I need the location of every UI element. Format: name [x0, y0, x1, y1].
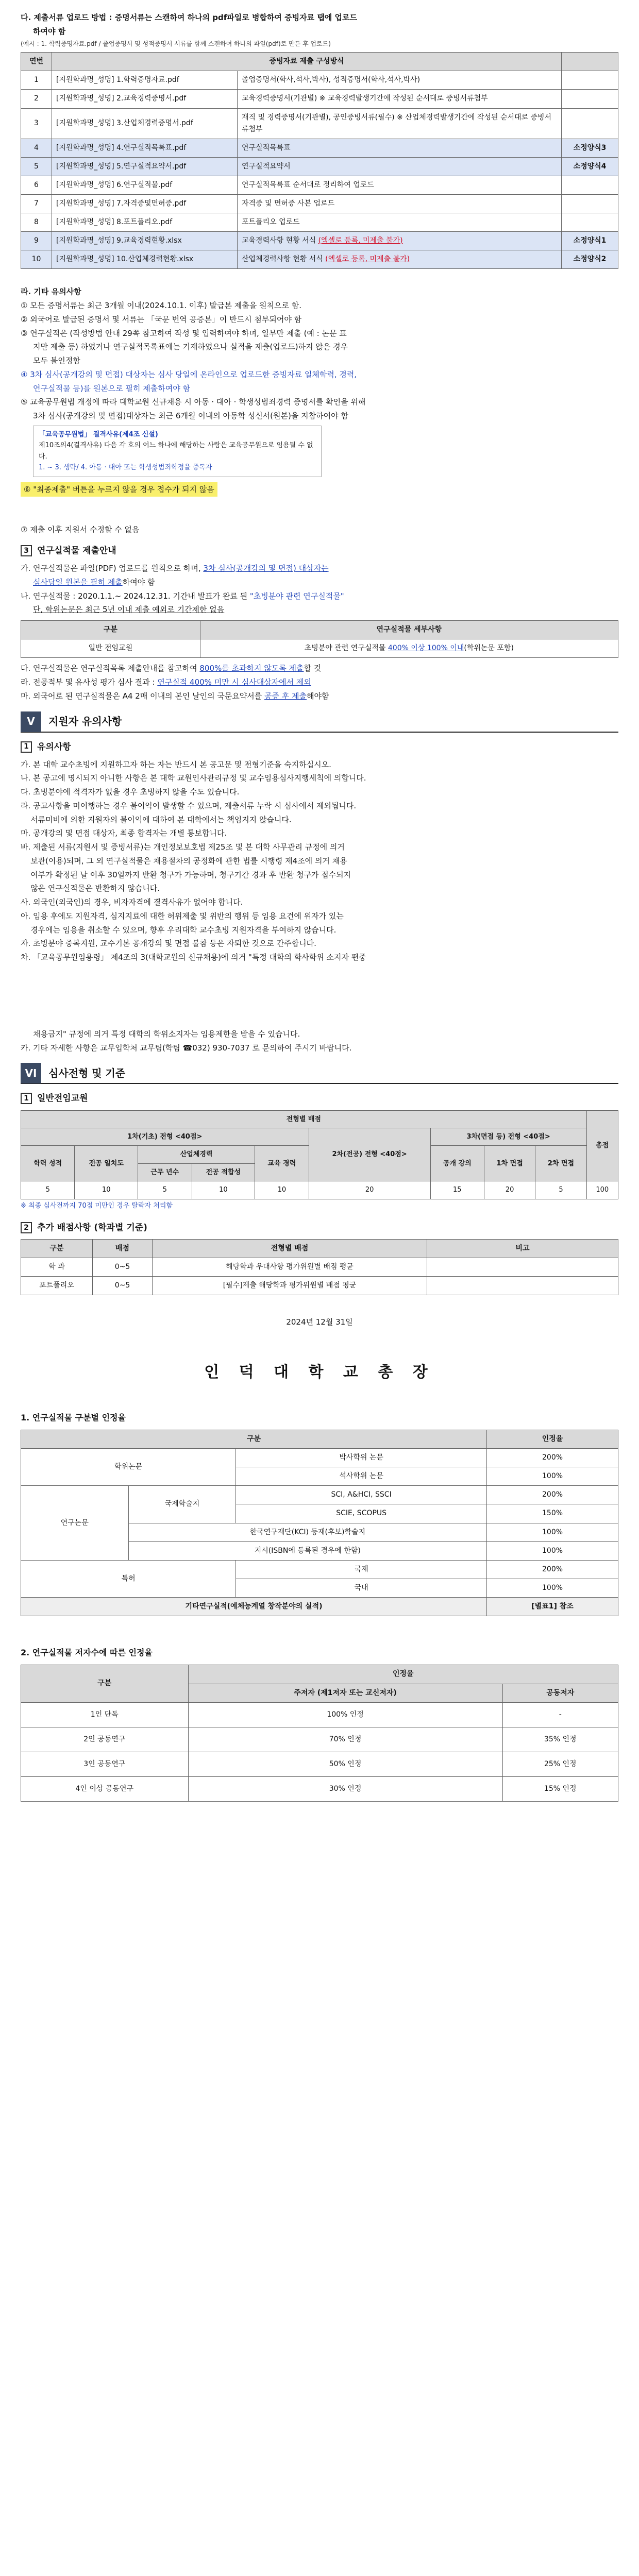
score-value: 10: [192, 1181, 255, 1199]
caution-contact: 카. 기타 자세한 사항은 교무입학처 교무팀(학팀 ☎032) 930-7037 로 문의하여 주시기 바랍니다.: [21, 1043, 352, 1053]
upload-example: (예시 : 1. 학력증명자료.pdf / 졸업증명서 및 성적증명서 서류를 함께 스캔하여 하나의 파일(pdf)로 만든 후 업로드): [21, 40, 331, 47]
score-note: ※ 최종 심사전까지 70점 미만인 경우 탈락자 처리함: [21, 1201, 173, 1210]
author-rate-row: 2인 공동연구 70% 인정 35% 인정: [21, 1727, 618, 1752]
other-note-item: ① 모든 증명서류는 최근 3개월 이내(2024.10.1. 이후) 발급본 제출을 원칙으로 함.: [21, 301, 301, 311]
upload-title-cont: 하여야 함: [33, 26, 66, 36]
extra-score-row: 포트폴리오 0~5 [필수]제출 해당학과 평가위원별 배점 평균: [21, 1277, 618, 1295]
caution-item: 서류미비에 의한 지원자의 불이익에 대하여 본 대학에서는 책임지지 않습니다.: [21, 815, 292, 824]
extra-score-row: 학 과 0~5 해당학과 우대사항 평가위원별 배점 평균: [21, 1258, 618, 1277]
upload-doc-row: 2 [지원학과명_성명] 2.교육경력증명서.pdf 교육경력증명서(기관별) ※ 교육경력발생기간에 작성된 순서대로 증빙서류첨부: [21, 90, 618, 108]
table2-title: 2. 연구실적물 저자수에 따른 인정율: [21, 1648, 153, 1658]
caution-item: 아. 임용 후에도 지원자격, 심지지료에 대한 허위제출 및 위반의 행위 등 임용 요건에 위자가 있는: [21, 911, 344, 921]
other-note-item: ② 외국어로 발급된 증명서 및 서류는 「국문 번역 공증본」이 반드시 첨부되어야 함: [21, 314, 302, 324]
caution-item: 마. 공개강의 및 면접 대상자, 최종 합격자는 개별 통보합니다.: [21, 828, 227, 838]
section-vi-num: VI: [21, 1063, 41, 1083]
caution-section: [21, 740, 618, 1055]
author-rate-row: 4인 이상 공동연구 30% 인정 15% 인정: [21, 1776, 618, 1801]
upload-docs-table: [21, 52, 618, 269]
other-note-item: 지만 제출 등) 하였거나 연구실적목록표에는 기재하였으나 실적을 제출(업로드)하지 않은 경우: [33, 342, 348, 352]
caution-item: 라. 공고사항을 미이행하는 경우 불이익이 발생할 수 있으며, 제출서류 누락 시 심사에서 제외됩니다.: [21, 801, 357, 810]
upload-doc-row: 8 [지원학과명_성명] 8.포트폴리오.pdf 포트폴리오 업로드: [21, 213, 618, 232]
upload-section: [21, 0, 618, 269]
caution-item: 자. 초빙분야 중복지원, 교수기본 공개강의 및 면접 불참 등은 자퇴한 것으로 간주합니다.: [21, 939, 316, 948]
general-faculty-title: 일반전임교원: [37, 1093, 88, 1104]
research-p1-cont: 심사당일 원본을 필히 제출하여야 함: [33, 577, 155, 587]
score-value: 15: [430, 1181, 484, 1199]
research-table: 구분 연구실적물 세부사항 일반 전임교원 초빙분야 관련 연구실적물 400% 이상 100% 이내(학위논문 포함): [21, 620, 618, 658]
caution-item: 차. 「교육공무원임용령」 제4조의 3(대학교원의 신규채용)에 의거 "특정 대학의 학사학위 소지자 편중: [21, 953, 366, 962]
other-notes-section: [21, 285, 618, 536]
score-value: 20: [309, 1181, 430, 1199]
law-box-line1: 제10조의4(결격사유) 다음 각 호의 어느 하나에 해당하는 사람은 교육공무원으로 임용될 수 없다.: [39, 442, 313, 461]
score-table: 전형별 배점 총점 1차(기초) 전형 <40점> 2차(전공) 전형 <40점> 3차(면접 등) 전형 <40점> 학력 성적 전공 일치도 산업체경력 교육 경력 공개 강의 1차 면접 2차 면접 근무 년수 전공 적합성 5 10 5 10 10 20 15 20 5 100: [21, 1110, 618, 1199]
other-note-item: ⑤ 교육공무원법 개정에 따라 대학교원 신규채용 시 아동 · 대아 · 학생성범죄경력 증명서를 확인을 위해: [21, 397, 366, 407]
caution-after: 채용금지" 규정에 의거 특정 대학의 학위소지자는 임용제한을 받을 수 있습니다.: [33, 1029, 300, 1039]
upload-doc-row: 9 [지원학과명_성명] 9.교육경력현황.xlsx 교육경력사항 현황 서식 (엑셀로 등록, 미제출 불가) 소정양식1: [21, 232, 618, 250]
caution-item: 보관(이용)되며, 그 외 연구실적물은 채용절차의 공정화에 관한 법률 시행령 제4조에 의거 채용: [21, 856, 347, 866]
caution-item: 나. 본 공고에 명시되지 아니한 사항은 본 대학 교원인사관리규정 및 교수임용심사지행세칙에 의합니다.: [21, 773, 366, 783]
research-p2-cont: 단, 학위논문은 최근 5년 이내 제출 예외로 기간제한 없음: [33, 605, 225, 615]
col-desc: 증빙자료 제출 구성방식: [52, 53, 562, 71]
no-edit-note: ⑦ 제출 이후 지원서 수정할 수 없음: [21, 525, 140, 535]
section-v-header: [21, 712, 618, 733]
caution-item: 않은 연구실적물은 반환하지 않습니다.: [21, 884, 160, 893]
research-p5: 마. 외국어로 된 연구실적물은 A4 2매 이내의 본인 날인의 국문요약서를 공증 후 제출해야함: [21, 691, 329, 701]
section-v-title: 지원자 유의사항: [48, 715, 122, 728]
author-rate-row: 3인 공동연구 50% 인정 25% 인정: [21, 1752, 618, 1776]
research-num: 3: [21, 545, 32, 556]
score-value: 5: [138, 1181, 192, 1199]
caution-item: 가. 본 대학 교수초빙에 지원하고자 하는 자는 반드시 본 공고문 및 전형기준을 숙지하십시오.: [21, 759, 331, 769]
score-value: 5: [535, 1181, 586, 1199]
upload-doc-row: 4 [지원학과명_성명] 4.연구실적목록표.pdf 연구실적목록표 소정양식3: [21, 139, 618, 157]
other-note-item: ④ 3차 심사(공개강의 및 면접) 대상자는 심사 당일에 온라인으로 업로드한 증빙자료 일체학력, 경력,: [21, 369, 357, 379]
law-box-title: 「교육공무원법」 결격사유(제4조 신설): [39, 430, 158, 438]
extra-score-table: 구분 배점 전형별 배점 비고 학 과 0~5 해당학과 우대사항 평가위원별 배점 평균 포트폴리오 0~5 [필수]제출 해당학과 평가위원별 배점 평균: [21, 1239, 618, 1295]
caution-item: 다. 초빙분야에 적격자가 없을 경우 초빙하지 않을 수도 있습니다.: [21, 787, 240, 797]
other-note-item: 모두 불인정함: [33, 356, 80, 366]
caution-item: 사. 외국인(외국인)의 경우, 비자자격에 결격사유가 없어야 합니다.: [21, 897, 243, 907]
upload-doc-row: 7 [지원학과명_성명] 7.자격증및면허증.pdf 자격증 및 면허증 사본 업로드: [21, 195, 618, 213]
research-p2: 나. 연구실적물 : 2020.1.1.~ 2024.12.31. 기간내 발표가 완료 된 "초빙분야 관련 연구실적물": [21, 591, 344, 601]
research-section: [21, 544, 618, 702]
score-value: 100: [586, 1181, 618, 1199]
president-signature: 인 덕 대 학 교 총 장: [204, 1363, 435, 1382]
upload-title: 다. 제출서류 업로드 방법 : 증명서류는 스캔하여 하나의 pdf파일로 병합하여 증빙자료 탭에 업로드: [21, 13, 357, 22]
author-rate-row: 1인 단독 100% 인정 -: [21, 1702, 618, 1727]
announce-date: 2024년 12월 31일: [286, 1317, 353, 1327]
general-faculty-num: 1: [21, 1093, 32, 1104]
upload-doc-row: 3 [지원학과명_성명] 3.산업체경력증명서.pdf 재직 및 경력증명서(기관별), 공인증빙서류(필수) ※ 산업체경력발생기간에 작성된 순서대로 증빙서류첨부: [21, 108, 618, 139]
research-title: 연구실적물 제출안내: [37, 546, 116, 556]
score-value: 10: [255, 1181, 309, 1199]
law-box: [33, 426, 322, 477]
final-submit-note: ⑥ "최종제출" 버튼을 누르지 않을 경우 접수가 되지 않음: [21, 482, 217, 497]
extra-score-num: 2: [21, 1222, 32, 1233]
score-value: 5: [21, 1181, 75, 1199]
upload-doc-row: 6 [지원학과명_성명] 6.연구실적물.pdf 연구실적목록표 순서대로 정리하여 업로드: [21, 176, 618, 194]
score-value: 20: [484, 1181, 535, 1199]
section-vi-header: [21, 1063, 618, 1084]
research-p4: 라. 전공적부 및 유사성 평가 심사 결과 : 연구실적 400% 미만 시 심사대상자에서 제외: [21, 677, 311, 687]
caution-item: 경우에는 임용을 취소할 수 있으며, 향후 우리대학 교수초빙 지원자격을 부여하지 않습니다.: [21, 925, 337, 935]
caution-num: 1: [21, 741, 32, 753]
extra-score-title: 추가 배점사항 (학과별 기준): [37, 1223, 147, 1233]
other-notes-title: 라. 기타 유의사항: [21, 287, 81, 297]
other-note-item: 3차 심사(공개강의 및 면접)대상자는 최근 6개월 이내의 아동학 성신서(원본)을 지참하여야 함: [33, 411, 348, 421]
col-note: [562, 53, 618, 71]
research-p1: 가. 연구실적물은 파일(PDF) 업로드를 원칙으로 하며, 3차 심사(공개강의 및 면접) 대상자는: [21, 564, 329, 573]
upload-doc-row: 5 [지원학과명_성명] 5.연구실적요약서.pdf 연구실적요약서 소정양식4: [21, 157, 618, 176]
table1-title: 1. 연구실적물 구분별 인정율: [21, 1412, 126, 1422]
other-note-item: 연구실적물 등)를 원본으로 필히 제출하여야 함: [33, 383, 191, 393]
upload-doc-row: 1 [지원학과명_성명] 1.학력증명자료.pdf 졸업증명서(학사,석사,박사), 성적증명서(학사,석사,박사): [21, 71, 618, 90]
col-no: 연번: [21, 53, 52, 71]
caution-item: 여부가 확정된 날 이후 30일까지 반환 청구가 가능하며, 청구기간 경과 후 반환 청구가 접수되지: [21, 870, 351, 879]
score-value: 10: [75, 1181, 138, 1199]
research-p3: 다. 연구실적물은 연구실적목록 제출안내를 참고하여 800%를 초과하지 않도록 제출할 것: [21, 664, 322, 673]
section-v-num: V: [21, 711, 41, 732]
recognition-rate-table: 구분 인정율 학위논문 박사학위 논문 200% 석사학위 논문 100% 연구논문 국제학술지 SCI, A&HCI, SSCI 200% SCIE, SCOPUS 150% 한국연구재단(KCI) 등재(후보)학술지 100% 지시(ISBN에 등록된 경우에 한함) 100% 특허 국제 200% 국내 100% 기타연구실적(예체능계열 창작분야의 실적) [별표1] 참조: [21, 1430, 618, 1616]
caution-item: 바. 제출된 서류(지원서 및 증빙서류)는 개인정보보호법 제25조 및 본 대학 사무관리 규정에 의거: [21, 842, 345, 852]
section-vi-title: 심사전형 및 기준: [48, 1066, 126, 1079]
other-note-item: ③ 연구실적은 (작성방법 안내 29쪽 참고하여 작성 및 입력하여야 하며, 일부만 제출 (예 : 논문 표: [21, 328, 347, 338]
upload-doc-row: 10 [지원학과명_성명] 10.산업체경력현황.xlsx 산업체경력사항 현황 서식 (엑셀로 등록, 미제출 불가) 소정양식2: [21, 250, 618, 269]
author-rate-table: 구분 인정율 주저자 (제1저자 또는 교신저자) 공동저자 1인 단독 100% 인정 - 2인 공동연구 70% 인정 35% 인정 3인 공동연구 50% 인정 25% 인정 4인 이상 공동연구 30% 인정 15% 인정: [21, 1665, 618, 1802]
law-box-line2: 1. ~ 3. 생략/ 4. 아동 · 대아 또는 학생성범죄학정을 중독자: [39, 464, 212, 472]
caution-title: 유의사항: [37, 741, 71, 752]
